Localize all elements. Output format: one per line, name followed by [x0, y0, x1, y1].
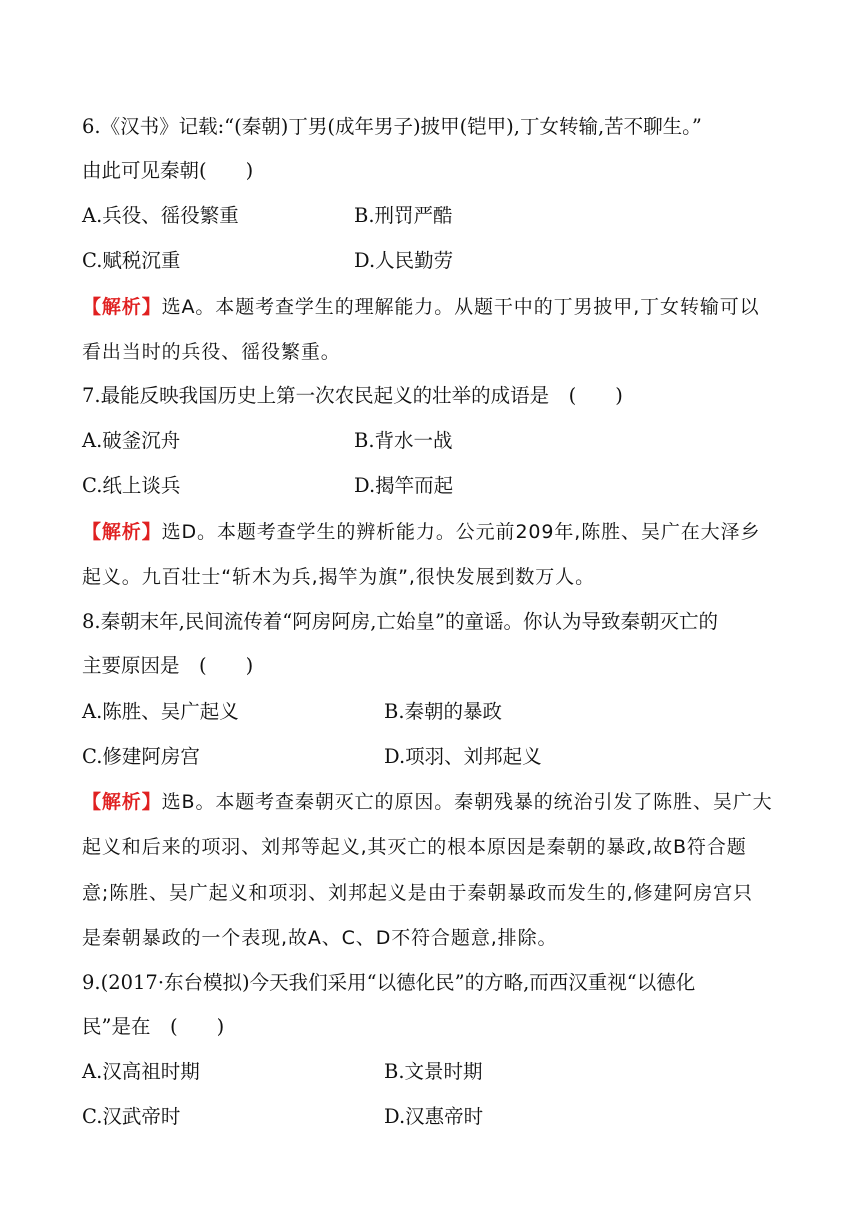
q7-option-a: A.破釜沉舟 [82, 429, 181, 452]
q6-options-row2 [82, 247, 782, 275]
q6-analysis-line1 [82, 293, 760, 321]
q8-analysis-line3: 意;陈胜、吴广起义和项羽、刘邦起义是由于秦朝暴政而发生的,修建阿房宫只 [82, 882, 753, 904]
analysis-tag: 【解析】 [82, 296, 162, 318]
q8-analysis-line4: 是秦朝暴政的一个表现,故A、C、D不符合题意,排除。 [82, 927, 558, 949]
q6-option-d: D.人民勤劳 [354, 249, 454, 272]
q7-option-d: D.揭竿而起 [354, 474, 454, 497]
q6-stem-line2: 由此可见秦朝( ) [82, 159, 254, 182]
q7-options-row1 [82, 427, 782, 455]
q7-analysis-line2: 起义。九百壮士“斩木为兵,揭竿为旗”,很快发展到数万人。 [82, 566, 595, 588]
q6-analysis-text1: 选A。本题考查学生的理解能力。从题干中的丁男披甲,丁女转输可以 [161, 296, 760, 318]
q8-analysis-line2: 起义和后来的项羽、刘邦等起义,其灭亡的根本原因是秦朝的暴政,故B符合题 [82, 836, 747, 858]
q7-options-row2 [82, 472, 782, 500]
q9-option-d: D.汉惠帝时 [384, 1105, 484, 1128]
q9-options-row2 [82, 1103, 782, 1131]
q6-option-b: B.刑罚严酷 [354, 204, 453, 227]
q9-options-row1 [82, 1058, 782, 1086]
q7-option-b: B.背水一战 [354, 429, 453, 452]
q8-option-b: B.秦朝的暴政 [384, 700, 503, 723]
q9-option-a: A.汉高祖时期 [82, 1060, 200, 1083]
q9-option-b: B.文景时期 [384, 1060, 483, 1083]
q6-options-row1 [82, 202, 782, 230]
q9-option-c: C.汉武帝时 [82, 1105, 181, 1128]
q8-stem-line1: 8.秦朝末年,民间流传着“阿房阿房,亡始皇”的童谣。你认为导致秦朝灭亡的 [82, 610, 718, 633]
analysis-tag: 【解析】 [82, 521, 162, 543]
q8-option-d: D.项羽、刘邦起义 [384, 745, 542, 768]
q8-stem-line2: 主要原因是 ( ) [82, 654, 254, 677]
q8-option-a: A.陈胜、吴广起义 [82, 700, 239, 723]
q6-analysis-line2: 看出当时的兵役、徭役繁重。 [82, 341, 341, 363]
q8-options-row1 [82, 698, 782, 726]
q7-option-c: C.纸上谈兵 [82, 474, 181, 497]
q8-option-c: C.修建阿房宫 [82, 745, 200, 768]
q6-option-c: C.赋税沉重 [82, 249, 181, 272]
q9-stem-line2: 民”是在 ( ) [82, 1015, 225, 1038]
q7-stem-line1: 7.最能反映我国历史上第一次农民起义的壮举的成语是 ( ) [82, 384, 623, 407]
q9-stem-line1: 9.(2017·东台模拟)今天我们采用“以德化民”的方略,而西汉重视“以德化 [82, 971, 696, 994]
q7-analysis-line1 [82, 518, 760, 546]
q8-options-row2 [82, 743, 782, 771]
q8-analysis-text1: 选B。本题考查秦朝灭亡的原因。秦朝残暴的统治引发了陈胜、吴广大 [161, 791, 773, 813]
analysis-tag: 【解析】 [82, 791, 162, 813]
q8-analysis-line1 [82, 788, 773, 816]
q6-stem-line1: 6.《汉书》记载:“(秦朝)丁男(成年男子)披甲(铠甲),丁女转输,苦不聊生。” [82, 115, 702, 138]
q7-analysis-text1: 选D。本题考查学生的辨析能力。公元前209年,陈胜、吴广在大泽乡 [161, 521, 761, 543]
q6-option-a: A.兵役、徭役繁重 [82, 204, 239, 227]
